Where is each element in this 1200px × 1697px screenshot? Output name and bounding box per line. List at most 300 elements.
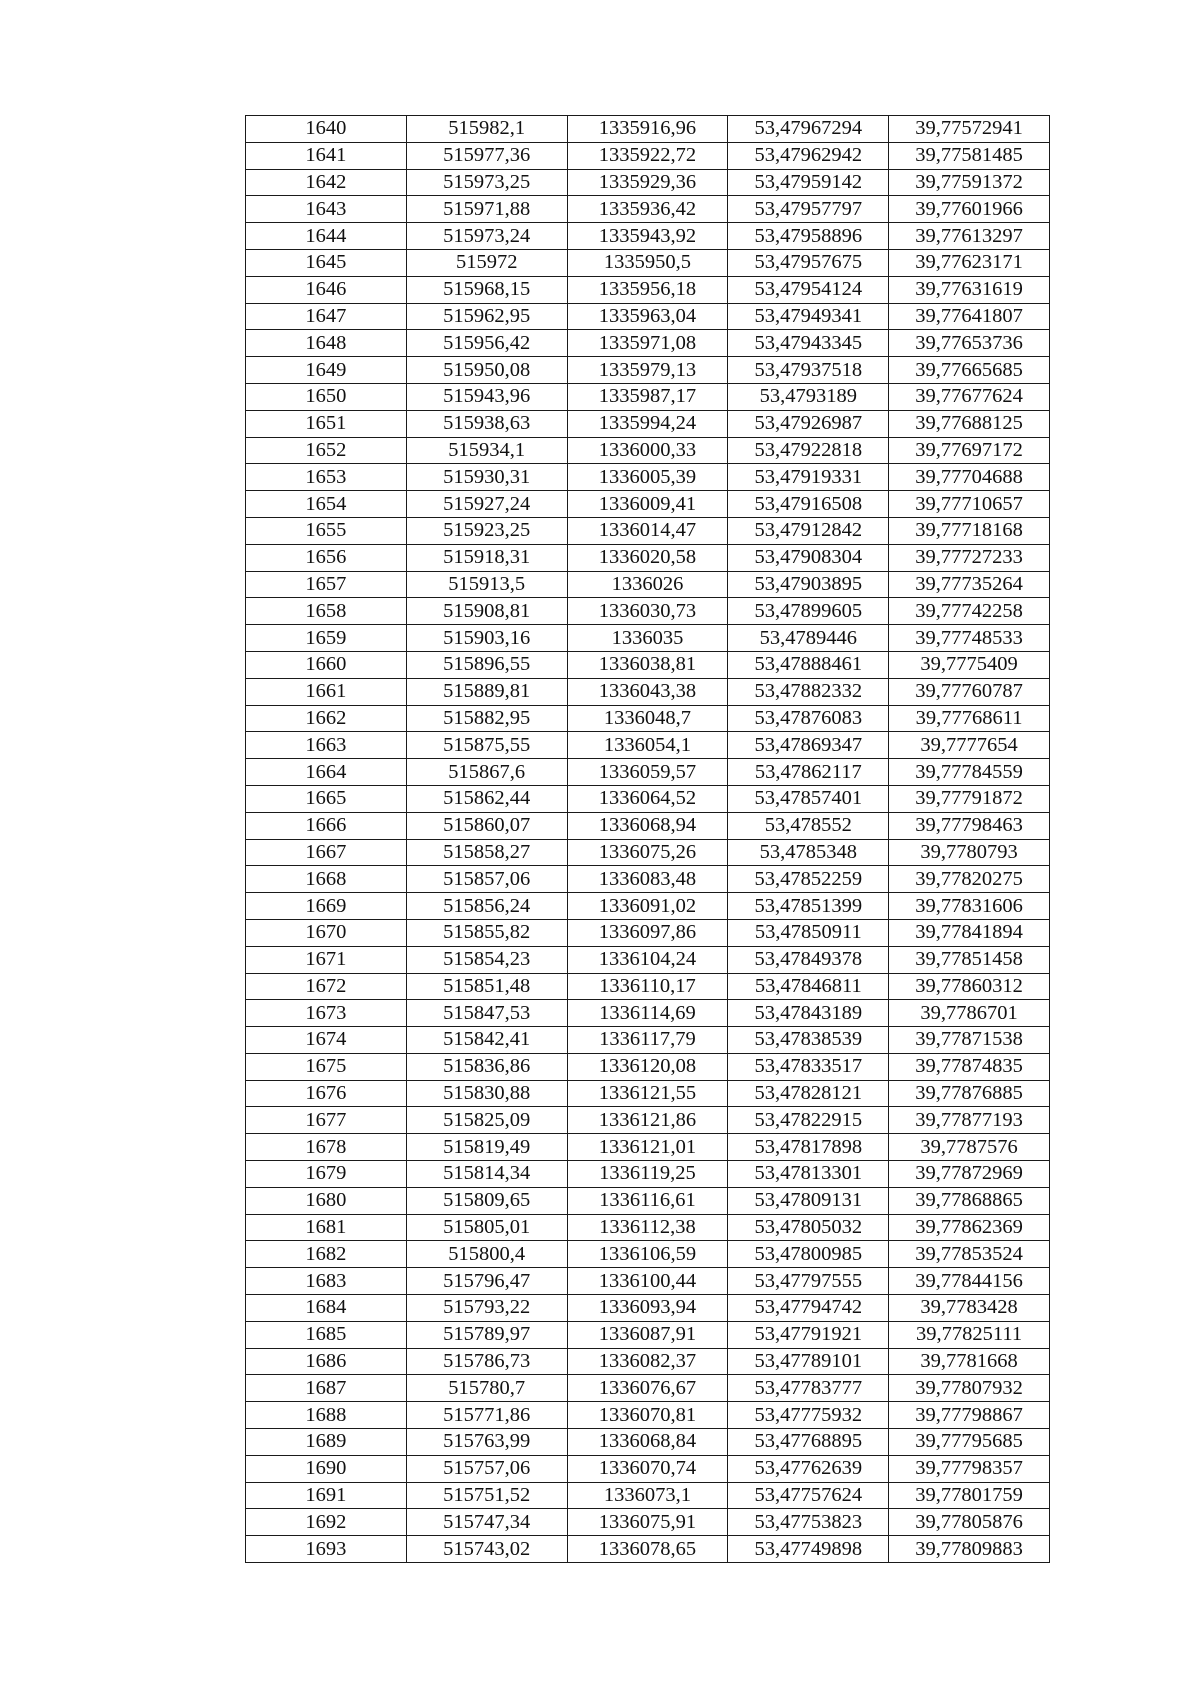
longitude-cell: 39,77768611 xyxy=(889,705,1050,732)
point-number-cell: 1647 xyxy=(246,303,407,330)
longitude-cell: 39,77798867 xyxy=(889,1402,1050,1429)
y-coordinate-cell: 1336116,61 xyxy=(567,1187,728,1214)
x-coordinate-cell: 515950,08 xyxy=(406,357,567,384)
table-row xyxy=(246,303,1050,330)
longitude-cell: 39,77735264 xyxy=(889,571,1050,598)
latitude-cell: 53,47869347 xyxy=(728,732,889,759)
table-row xyxy=(246,1187,1050,1214)
longitude-cell: 39,77601966 xyxy=(889,196,1050,223)
x-coordinate-cell: 515982,1 xyxy=(406,116,567,143)
table-row xyxy=(246,839,1050,866)
y-coordinate-cell: 1335956,18 xyxy=(567,276,728,303)
y-coordinate-cell: 1336075,91 xyxy=(567,1509,728,1536)
point-number-cell: 1693 xyxy=(246,1536,407,1563)
x-coordinate-cell: 515789,97 xyxy=(406,1321,567,1348)
table-row xyxy=(246,1134,1050,1161)
point-number-cell: 1680 xyxy=(246,1187,407,1214)
longitude-cell: 39,77718168 xyxy=(889,517,1050,544)
point-number-cell: 1683 xyxy=(246,1268,407,1295)
table-row xyxy=(246,223,1050,250)
x-coordinate-cell: 515973,24 xyxy=(406,223,567,250)
x-coordinate-cell: 515862,44 xyxy=(406,785,567,812)
latitude-cell: 53,47876083 xyxy=(728,705,889,732)
point-number-cell: 1640 xyxy=(246,116,407,143)
x-coordinate-cell: 515977,36 xyxy=(406,142,567,169)
longitude-cell: 39,77807932 xyxy=(889,1375,1050,1402)
latitude-cell: 53,47922818 xyxy=(728,437,889,464)
x-coordinate-cell: 515943,96 xyxy=(406,383,567,410)
point-number-cell: 1665 xyxy=(246,785,407,812)
x-coordinate-cell: 515972 xyxy=(406,249,567,276)
table-row xyxy=(246,1482,1050,1509)
table-row xyxy=(246,1080,1050,1107)
y-coordinate-cell: 1336110,17 xyxy=(567,973,728,1000)
point-number-cell: 1649 xyxy=(246,357,407,384)
y-coordinate-cell: 1336014,47 xyxy=(567,517,728,544)
longitude-cell: 39,77784559 xyxy=(889,759,1050,786)
latitude-cell: 53,47954124 xyxy=(728,276,889,303)
latitude-cell: 53,47833517 xyxy=(728,1053,889,1080)
x-coordinate-cell: 515973,25 xyxy=(406,169,567,196)
longitude-cell: 39,77697172 xyxy=(889,437,1050,464)
point-number-cell: 1655 xyxy=(246,517,407,544)
longitude-cell: 39,77795685 xyxy=(889,1429,1050,1456)
table-row xyxy=(246,491,1050,518)
latitude-cell: 53,47797555 xyxy=(728,1268,889,1295)
point-number-cell: 1672 xyxy=(246,973,407,1000)
table-row xyxy=(246,1321,1050,1348)
longitude-cell: 39,77710657 xyxy=(889,491,1050,518)
point-number-cell: 1678 xyxy=(246,1134,407,1161)
latitude-cell: 53,47838539 xyxy=(728,1027,889,1054)
y-coordinate-cell: 1336068,84 xyxy=(567,1429,728,1456)
table-row xyxy=(246,1429,1050,1456)
y-coordinate-cell: 1336117,79 xyxy=(567,1027,728,1054)
y-coordinate-cell: 1336112,38 xyxy=(567,1214,728,1241)
y-coordinate-cell: 1336059,57 xyxy=(567,759,728,786)
y-coordinate-cell: 1336030,73 xyxy=(567,598,728,625)
x-coordinate-cell: 515908,81 xyxy=(406,598,567,625)
x-coordinate-cell: 515856,24 xyxy=(406,893,567,920)
table-row xyxy=(246,625,1050,652)
table-row xyxy=(246,1375,1050,1402)
x-coordinate-cell: 515743,02 xyxy=(406,1536,567,1563)
point-number-cell: 1686 xyxy=(246,1348,407,1375)
longitude-cell: 39,77631619 xyxy=(889,276,1050,303)
latitude-cell: 53,47805032 xyxy=(728,1214,889,1241)
y-coordinate-cell: 1336075,26 xyxy=(567,839,728,866)
point-number-cell: 1690 xyxy=(246,1455,407,1482)
y-coordinate-cell: 1335979,13 xyxy=(567,357,728,384)
latitude-cell: 53,47857401 xyxy=(728,785,889,812)
x-coordinate-cell: 515855,82 xyxy=(406,919,567,946)
point-number-cell: 1666 xyxy=(246,812,407,839)
point-number-cell: 1677 xyxy=(246,1107,407,1134)
y-coordinate-cell: 1336083,48 xyxy=(567,866,728,893)
longitude-cell: 39,77591372 xyxy=(889,169,1050,196)
longitude-cell: 39,77748533 xyxy=(889,625,1050,652)
y-coordinate-cell: 1336091,02 xyxy=(567,893,728,920)
latitude-cell: 53,47851399 xyxy=(728,893,889,920)
y-coordinate-cell: 1335922,72 xyxy=(567,142,728,169)
table-row xyxy=(246,919,1050,946)
latitude-cell: 53,47762639 xyxy=(728,1455,889,1482)
longitude-cell: 39,77653736 xyxy=(889,330,1050,357)
latitude-cell: 53,47852259 xyxy=(728,866,889,893)
table-row xyxy=(246,357,1050,384)
x-coordinate-cell: 515923,25 xyxy=(406,517,567,544)
y-coordinate-cell: 1336078,65 xyxy=(567,1536,728,1563)
table-row xyxy=(246,598,1050,625)
latitude-cell: 53,47794742 xyxy=(728,1295,889,1322)
longitude-cell: 39,77876885 xyxy=(889,1080,1050,1107)
point-number-cell: 1643 xyxy=(246,196,407,223)
table-row xyxy=(246,196,1050,223)
y-coordinate-cell: 1335971,08 xyxy=(567,330,728,357)
y-coordinate-cell: 1336070,74 xyxy=(567,1455,728,1482)
x-coordinate-cell: 515913,5 xyxy=(406,571,567,598)
longitude-cell: 39,77860312 xyxy=(889,973,1050,1000)
table-row xyxy=(246,1295,1050,1322)
point-number-cell: 1667 xyxy=(246,839,407,866)
latitude-cell: 53,47899605 xyxy=(728,598,889,625)
longitude-cell: 39,77805876 xyxy=(889,1509,1050,1536)
x-coordinate-cell: 515814,34 xyxy=(406,1161,567,1188)
table-row xyxy=(246,1214,1050,1241)
x-coordinate-cell: 515793,22 xyxy=(406,1295,567,1322)
x-coordinate-cell: 515809,65 xyxy=(406,1187,567,1214)
longitude-cell: 39,77877193 xyxy=(889,1107,1050,1134)
longitude-cell: 39,77623171 xyxy=(889,249,1050,276)
latitude-cell: 53,47800985 xyxy=(728,1241,889,1268)
latitude-cell: 53,47949341 xyxy=(728,303,889,330)
y-coordinate-cell: 1336043,38 xyxy=(567,678,728,705)
y-coordinate-cell: 1336020,58 xyxy=(567,544,728,571)
table-row xyxy=(246,1268,1050,1295)
longitude-cell: 39,77809883 xyxy=(889,1536,1050,1563)
table-row xyxy=(246,1241,1050,1268)
x-coordinate-cell: 515956,42 xyxy=(406,330,567,357)
latitude-cell: 53,47862117 xyxy=(728,759,889,786)
coordinates-table-body xyxy=(246,116,1050,1563)
table-row xyxy=(246,1000,1050,1027)
latitude-cell: 53,47817898 xyxy=(728,1134,889,1161)
y-coordinate-cell: 1336076,67 xyxy=(567,1375,728,1402)
latitude-cell: 53,47916508 xyxy=(728,491,889,518)
y-coordinate-cell: 1336073,1 xyxy=(567,1482,728,1509)
latitude-cell: 53,4785348 xyxy=(728,839,889,866)
point-number-cell: 1645 xyxy=(246,249,407,276)
x-coordinate-cell: 515875,55 xyxy=(406,732,567,759)
x-coordinate-cell: 515858,27 xyxy=(406,839,567,866)
latitude-cell: 53,47937518 xyxy=(728,357,889,384)
point-number-cell: 1661 xyxy=(246,678,407,705)
x-coordinate-cell: 515854,23 xyxy=(406,946,567,973)
y-coordinate-cell: 1336119,25 xyxy=(567,1161,728,1188)
table-row xyxy=(246,169,1050,196)
x-coordinate-cell: 515825,09 xyxy=(406,1107,567,1134)
latitude-cell: 53,47919331 xyxy=(728,464,889,491)
point-number-cell: 1670 xyxy=(246,919,407,946)
y-coordinate-cell: 1335950,5 xyxy=(567,249,728,276)
x-coordinate-cell: 515819,49 xyxy=(406,1134,567,1161)
point-number-cell: 1657 xyxy=(246,571,407,598)
y-coordinate-cell: 1336035 xyxy=(567,625,728,652)
point-number-cell: 1641 xyxy=(246,142,407,169)
latitude-cell: 53,47903895 xyxy=(728,571,889,598)
table-row xyxy=(246,973,1050,1000)
y-coordinate-cell: 1335936,42 xyxy=(567,196,728,223)
y-coordinate-cell: 1336026 xyxy=(567,571,728,598)
table-row xyxy=(246,517,1050,544)
point-number-cell: 1651 xyxy=(246,410,407,437)
table-row xyxy=(246,759,1050,786)
y-coordinate-cell: 1336121,86 xyxy=(567,1107,728,1134)
longitude-cell: 39,77798357 xyxy=(889,1455,1050,1482)
point-number-cell: 1650 xyxy=(246,383,407,410)
y-coordinate-cell: 1336054,1 xyxy=(567,732,728,759)
table-row xyxy=(246,866,1050,893)
x-coordinate-cell: 515930,31 xyxy=(406,464,567,491)
table-row xyxy=(246,705,1050,732)
point-number-cell: 1653 xyxy=(246,464,407,491)
table-row xyxy=(246,1161,1050,1188)
y-coordinate-cell: 1336087,91 xyxy=(567,1321,728,1348)
table-row xyxy=(246,410,1050,437)
longitude-cell: 39,77820275 xyxy=(889,866,1050,893)
x-coordinate-cell: 515903,16 xyxy=(406,625,567,652)
point-number-cell: 1642 xyxy=(246,169,407,196)
longitude-cell: 39,77851458 xyxy=(889,946,1050,973)
point-number-cell: 1663 xyxy=(246,732,407,759)
longitude-cell: 39,77801759 xyxy=(889,1482,1050,1509)
point-number-cell: 1646 xyxy=(246,276,407,303)
point-number-cell: 1689 xyxy=(246,1429,407,1456)
latitude-cell: 53,47822915 xyxy=(728,1107,889,1134)
longitude-cell: 39,77841894 xyxy=(889,919,1050,946)
x-coordinate-cell: 515796,47 xyxy=(406,1268,567,1295)
point-number-cell: 1652 xyxy=(246,437,407,464)
x-coordinate-cell: 515867,6 xyxy=(406,759,567,786)
table-row xyxy=(246,1536,1050,1563)
longitude-cell: 39,77688125 xyxy=(889,410,1050,437)
longitude-cell: 39,77641807 xyxy=(889,303,1050,330)
latitude-cell: 53,47882332 xyxy=(728,678,889,705)
latitude-cell: 53,47967294 xyxy=(728,116,889,143)
point-number-cell: 1675 xyxy=(246,1053,407,1080)
longitude-cell: 39,7787576 xyxy=(889,1134,1050,1161)
point-number-cell: 1660 xyxy=(246,651,407,678)
point-number-cell: 1688 xyxy=(246,1402,407,1429)
x-coordinate-cell: 515971,88 xyxy=(406,196,567,223)
x-coordinate-cell: 515860,07 xyxy=(406,812,567,839)
longitude-cell: 39,77872969 xyxy=(889,1161,1050,1188)
latitude-cell: 53,47809131 xyxy=(728,1187,889,1214)
longitude-cell: 39,77727233 xyxy=(889,544,1050,571)
longitude-cell: 39,7781668 xyxy=(889,1348,1050,1375)
x-coordinate-cell: 515927,24 xyxy=(406,491,567,518)
y-coordinate-cell: 1335916,96 xyxy=(567,116,728,143)
longitude-cell: 39,77862369 xyxy=(889,1214,1050,1241)
y-coordinate-cell: 1336097,86 xyxy=(567,919,728,946)
point-number-cell: 1685 xyxy=(246,1321,407,1348)
longitude-cell: 39,77704688 xyxy=(889,464,1050,491)
latitude-cell: 53,47768895 xyxy=(728,1429,889,1456)
latitude-cell: 53,47912842 xyxy=(728,517,889,544)
x-coordinate-cell: 515800,4 xyxy=(406,1241,567,1268)
table-row xyxy=(246,1402,1050,1429)
y-coordinate-cell: 1336048,7 xyxy=(567,705,728,732)
latitude-cell: 53,47791921 xyxy=(728,1321,889,1348)
x-coordinate-cell: 515757,06 xyxy=(406,1455,567,1482)
latitude-cell: 53,47783777 xyxy=(728,1375,889,1402)
y-coordinate-cell: 1336070,81 xyxy=(567,1402,728,1429)
x-coordinate-cell: 515934,1 xyxy=(406,437,567,464)
table-row xyxy=(246,1509,1050,1536)
latitude-cell: 53,47749898 xyxy=(728,1536,889,1563)
y-coordinate-cell: 1336038,81 xyxy=(567,651,728,678)
latitude-cell: 53,47828121 xyxy=(728,1080,889,1107)
y-coordinate-cell: 1336120,08 xyxy=(567,1053,728,1080)
longitude-cell: 39,7786701 xyxy=(889,1000,1050,1027)
x-coordinate-cell: 515896,55 xyxy=(406,651,567,678)
latitude-cell: 53,47757624 xyxy=(728,1482,889,1509)
x-coordinate-cell: 515882,95 xyxy=(406,705,567,732)
y-coordinate-cell: 1336106,59 xyxy=(567,1241,728,1268)
x-coordinate-cell: 515780,7 xyxy=(406,1375,567,1402)
x-coordinate-cell: 515842,41 xyxy=(406,1027,567,1054)
y-coordinate-cell: 1336068,94 xyxy=(567,812,728,839)
point-number-cell: 1673 xyxy=(246,1000,407,1027)
point-number-cell: 1679 xyxy=(246,1161,407,1188)
table-row xyxy=(246,1027,1050,1054)
x-coordinate-cell: 515786,73 xyxy=(406,1348,567,1375)
latitude-cell: 53,47962942 xyxy=(728,142,889,169)
y-coordinate-cell: 1336082,37 xyxy=(567,1348,728,1375)
table-row xyxy=(246,544,1050,571)
point-number-cell: 1676 xyxy=(246,1080,407,1107)
table-row xyxy=(246,893,1050,920)
x-coordinate-cell: 515847,53 xyxy=(406,1000,567,1027)
table-row xyxy=(246,437,1050,464)
table-row xyxy=(246,946,1050,973)
x-coordinate-cell: 515968,15 xyxy=(406,276,567,303)
point-number-cell: 1674 xyxy=(246,1027,407,1054)
latitude-cell: 53,4793189 xyxy=(728,383,889,410)
point-number-cell: 1692 xyxy=(246,1509,407,1536)
table-row xyxy=(246,116,1050,143)
y-coordinate-cell: 1335963,04 xyxy=(567,303,728,330)
x-coordinate-cell: 515751,52 xyxy=(406,1482,567,1509)
latitude-cell: 53,47789101 xyxy=(728,1348,889,1375)
point-number-cell: 1654 xyxy=(246,491,407,518)
y-coordinate-cell: 1336005,39 xyxy=(567,464,728,491)
longitude-cell: 39,77825111 xyxy=(889,1321,1050,1348)
y-coordinate-cell: 1336104,24 xyxy=(567,946,728,973)
x-coordinate-cell: 515747,34 xyxy=(406,1509,567,1536)
x-coordinate-cell: 515889,81 xyxy=(406,678,567,705)
longitude-cell: 39,77871538 xyxy=(889,1027,1050,1054)
longitude-cell: 39,7775409 xyxy=(889,651,1050,678)
longitude-cell: 39,7780793 xyxy=(889,839,1050,866)
x-coordinate-cell: 515918,31 xyxy=(406,544,567,571)
table-row xyxy=(246,732,1050,759)
y-coordinate-cell: 1335994,24 xyxy=(567,410,728,437)
latitude-cell: 53,47849378 xyxy=(728,946,889,973)
point-number-cell: 1681 xyxy=(246,1214,407,1241)
longitude-cell: 39,77581485 xyxy=(889,142,1050,169)
y-coordinate-cell: 1336100,44 xyxy=(567,1268,728,1295)
latitude-cell: 53,47926987 xyxy=(728,410,889,437)
latitude-cell: 53,47943345 xyxy=(728,330,889,357)
longitude-cell: 39,77791872 xyxy=(889,785,1050,812)
latitude-cell: 53,478552 xyxy=(728,812,889,839)
table-row xyxy=(246,651,1050,678)
latitude-cell: 53,47753823 xyxy=(728,1509,889,1536)
x-coordinate-cell: 515836,86 xyxy=(406,1053,567,1080)
point-number-cell: 1644 xyxy=(246,223,407,250)
point-number-cell: 1659 xyxy=(246,625,407,652)
longitude-cell: 39,7783428 xyxy=(889,1295,1050,1322)
latitude-cell: 53,47958896 xyxy=(728,223,889,250)
latitude-cell: 53,47775932 xyxy=(728,1402,889,1429)
table-row xyxy=(246,330,1050,357)
point-number-cell: 1687 xyxy=(246,1375,407,1402)
coordinates-table xyxy=(245,115,1050,1563)
y-coordinate-cell: 1336121,55 xyxy=(567,1080,728,1107)
latitude-cell: 53,47846811 xyxy=(728,973,889,1000)
y-coordinate-cell: 1335929,36 xyxy=(567,169,728,196)
point-number-cell: 1662 xyxy=(246,705,407,732)
table-row xyxy=(246,571,1050,598)
x-coordinate-cell: 515805,01 xyxy=(406,1214,567,1241)
latitude-cell: 53,47888461 xyxy=(728,651,889,678)
longitude-cell: 39,77613297 xyxy=(889,223,1050,250)
point-number-cell: 1669 xyxy=(246,893,407,920)
point-number-cell: 1691 xyxy=(246,1482,407,1509)
y-coordinate-cell: 1335943,92 xyxy=(567,223,728,250)
table-row xyxy=(246,249,1050,276)
table-row xyxy=(246,678,1050,705)
x-coordinate-cell: 515771,86 xyxy=(406,1402,567,1429)
point-number-cell: 1668 xyxy=(246,866,407,893)
table-row xyxy=(246,383,1050,410)
longitude-cell: 39,77677624 xyxy=(889,383,1050,410)
table-row xyxy=(246,1053,1050,1080)
table-row xyxy=(246,142,1050,169)
point-number-cell: 1656 xyxy=(246,544,407,571)
y-coordinate-cell: 1335987,17 xyxy=(567,383,728,410)
table-row xyxy=(246,1107,1050,1134)
x-coordinate-cell: 515857,06 xyxy=(406,866,567,893)
longitude-cell: 39,77742258 xyxy=(889,598,1050,625)
longitude-cell: 39,77874835 xyxy=(889,1053,1050,1080)
latitude-cell: 53,47957797 xyxy=(728,196,889,223)
point-number-cell: 1671 xyxy=(246,946,407,973)
latitude-cell: 53,47850911 xyxy=(728,919,889,946)
longitude-cell: 39,77868865 xyxy=(889,1187,1050,1214)
x-coordinate-cell: 515962,95 xyxy=(406,303,567,330)
table-row xyxy=(246,276,1050,303)
y-coordinate-cell: 1336114,69 xyxy=(567,1000,728,1027)
longitude-cell: 39,7777654 xyxy=(889,732,1050,759)
latitude-cell: 53,47959142 xyxy=(728,169,889,196)
x-coordinate-cell: 515851,48 xyxy=(406,973,567,1000)
table-row xyxy=(246,464,1050,491)
point-number-cell: 1682 xyxy=(246,1241,407,1268)
point-number-cell: 1664 xyxy=(246,759,407,786)
y-coordinate-cell: 1336121,01 xyxy=(567,1134,728,1161)
